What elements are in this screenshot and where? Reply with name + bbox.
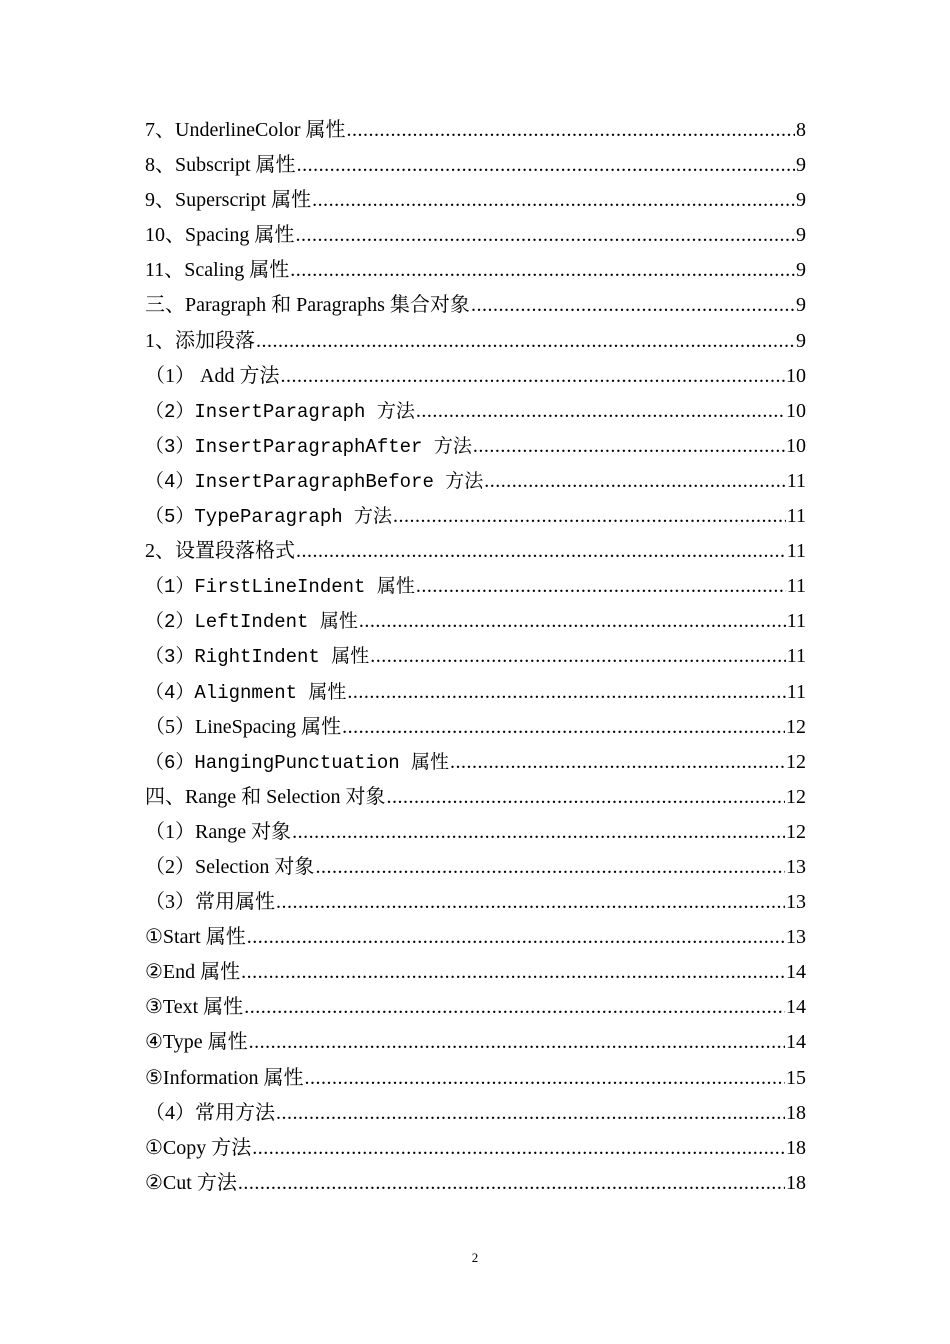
dot-leader xyxy=(387,780,785,815)
dot-leader xyxy=(276,1096,785,1131)
toc-entry-label: 四、Range 和 Selection 对象 xyxy=(145,785,386,808)
toc-entry[interactable] xyxy=(145,499,806,534)
dot-leader xyxy=(290,253,795,288)
toc-entry-label: ①Copy 方法 xyxy=(145,1136,252,1159)
dot-leader xyxy=(370,639,786,674)
toc-entry-page: 9 xyxy=(796,224,806,247)
toc-entry[interactable] xyxy=(145,990,806,1025)
toc-entry[interactable] xyxy=(145,464,806,499)
dot-leader xyxy=(249,1025,785,1060)
toc-entry-label: 10、Spacing 属性 xyxy=(145,224,295,247)
dot-leader xyxy=(347,675,785,710)
toc-entry-page: 11 xyxy=(786,610,806,633)
toc-entry-page: 18 xyxy=(786,1101,806,1124)
toc-entry[interactable] xyxy=(145,675,806,710)
toc-entry[interactable] xyxy=(145,569,806,604)
toc-entry[interactable] xyxy=(145,183,806,218)
toc-entry-page: 12 xyxy=(786,750,806,773)
toc-entry-page: 11 xyxy=(786,540,806,563)
dot-leader xyxy=(471,288,795,323)
toc-entry-label: 7、UnderlineColor 属性 xyxy=(145,119,346,141)
page-number: 2 xyxy=(471,1250,479,1265)
dot-leader xyxy=(256,324,795,359)
toc-entry[interactable] xyxy=(145,1025,806,1060)
toc-entry-label: （4）InsertParagraphBefore 方法 xyxy=(145,470,484,493)
toc-entry-label: （5）TypeParagraph 方法 xyxy=(145,506,393,529)
dot-leader xyxy=(280,359,785,394)
toc-entry-label: （4）常用方法 xyxy=(145,1101,275,1124)
toc-entry[interactable] xyxy=(145,745,806,780)
toc-entry[interactable] xyxy=(145,885,806,920)
toc-entry-page: 18 xyxy=(786,1136,806,1159)
table-of-contents xyxy=(145,113,806,1201)
toc-entry-label: （3）常用属性 xyxy=(145,891,275,914)
toc-entry-page: 11 xyxy=(786,469,806,492)
toc-entry[interactable] xyxy=(145,920,806,955)
toc-entry-page: 11 xyxy=(786,680,806,703)
toc-entry-label: 8、Subscript 属性 xyxy=(145,154,296,177)
toc-entry-page: 12 xyxy=(786,820,806,843)
toc-entry[interactable] xyxy=(145,850,806,885)
toc-entry-page: 15 xyxy=(786,1066,806,1089)
dot-leader xyxy=(315,850,785,885)
toc-entry-label: ④Type 属性 xyxy=(145,1031,248,1054)
toc-entry-label: 11、Scaling 属性 xyxy=(145,259,290,282)
toc-entry-label: （4）Alignment 属性 xyxy=(145,681,347,704)
toc-entry-label: （3）InsertParagraphAfter 方法 xyxy=(145,435,472,458)
toc-entry-label: （1）FirstLineIndent 属性 xyxy=(145,576,415,599)
toc-entry-label: （5）LineSpacing 属性 xyxy=(145,715,342,738)
toc-entry-page: 14 xyxy=(786,961,806,984)
toc-entry-page: 9 xyxy=(796,329,806,352)
toc-entry[interactable] xyxy=(145,429,806,464)
dot-leader xyxy=(359,604,786,639)
toc-entry-page: 14 xyxy=(786,996,806,1019)
toc-entry-label: 1、添加段落 xyxy=(145,329,255,352)
toc-entry-page: 12 xyxy=(786,715,806,738)
toc-entry-page: 18 xyxy=(786,1171,806,1194)
toc-entry[interactable] xyxy=(145,1061,806,1096)
dot-leader xyxy=(252,1131,785,1166)
dot-leader xyxy=(244,990,785,1025)
dot-leader xyxy=(484,464,785,499)
toc-entry-page: 13 xyxy=(786,855,806,878)
toc-entry-page: 10 xyxy=(786,364,806,387)
dot-leader xyxy=(247,920,785,955)
toc-entry-label: （2）InsertParagraph 方法 xyxy=(145,400,415,423)
toc-entry[interactable] xyxy=(145,534,806,569)
toc-entry-page: 10 xyxy=(786,434,806,457)
dot-leader xyxy=(296,534,786,569)
toc-entry-page: 9 xyxy=(796,259,806,282)
toc-entry[interactable] xyxy=(145,324,806,359)
toc-entry-page: 9 xyxy=(796,189,806,212)
toc-entry[interactable] xyxy=(145,1131,806,1166)
toc-entry-page: 9 xyxy=(796,154,806,177)
toc-entry-label: ①Start 属性 xyxy=(145,926,246,949)
dot-leader xyxy=(238,1166,785,1201)
toc-entry-page: 11 xyxy=(786,645,806,668)
dot-leader xyxy=(295,218,795,253)
toc-entry[interactable] xyxy=(145,359,806,394)
dot-leader xyxy=(473,429,785,464)
toc-entry-label: （2）LeftIndent 属性 xyxy=(145,611,358,634)
toc-entry-page: 10 xyxy=(786,399,806,422)
toc-entry-label: 三、Paragraph 和 Paragraphs 集合对象 xyxy=(145,294,470,317)
toc-entry-label: （1）Range 对象 xyxy=(145,820,292,843)
toc-entry[interactable] xyxy=(145,394,806,429)
toc-entry-label: ②Cut 方法 xyxy=(145,1171,237,1194)
toc-entry-page: 11 xyxy=(786,505,806,528)
toc-entry-page: 14 xyxy=(786,1031,806,1054)
dot-leader xyxy=(342,710,785,745)
dot-leader xyxy=(416,569,786,604)
toc-entry[interactable] xyxy=(145,815,806,850)
dot-leader xyxy=(312,183,795,218)
toc-entry-page: 11 xyxy=(786,575,806,598)
dot-leader xyxy=(241,955,785,990)
toc-entry[interactable] xyxy=(145,1096,806,1131)
toc-entry-label: （1） Add 方法 xyxy=(145,364,280,387)
toc-entry[interactable] xyxy=(145,710,806,745)
dot-leader xyxy=(292,815,785,850)
toc-entry-label: （2）Selection 对象 xyxy=(145,855,315,878)
toc-entry-page: 12 xyxy=(786,785,806,808)
dot-leader xyxy=(297,148,795,183)
toc-entry-page: 9 xyxy=(796,294,806,317)
toc-entry-page: 8 xyxy=(796,119,806,141)
dot-leader xyxy=(276,885,785,920)
toc-entry[interactable] xyxy=(145,113,806,148)
toc-entry-page: 13 xyxy=(786,891,806,914)
dot-leader xyxy=(347,113,795,148)
toc-entry[interactable] xyxy=(145,780,806,815)
toc-entry-label: （6）HangingPunctuation 属性 xyxy=(145,751,450,774)
toc-entry-page: 13 xyxy=(786,926,806,949)
toc-entry[interactable] xyxy=(145,288,806,323)
toc-entry-label: 9、Superscript 属性 xyxy=(145,189,312,212)
toc-entry-label: 2、设置段落格式 xyxy=(145,540,295,563)
toc-entry-label: ②End 属性 xyxy=(145,961,241,984)
toc-entry-label: （3）RightIndent 属性 xyxy=(145,646,370,669)
toc-entry-label: ③Text 属性 xyxy=(145,996,244,1019)
toc-entry-label: ⑤Information 属性 xyxy=(145,1066,304,1089)
dot-leader xyxy=(416,394,785,429)
toc-entry[interactable] xyxy=(145,604,806,639)
dot-leader xyxy=(450,745,785,780)
toc-entry[interactable] xyxy=(145,148,806,183)
toc-entry[interactable] xyxy=(145,955,806,990)
toc-entry[interactable] xyxy=(145,639,806,674)
dot-leader xyxy=(393,499,786,534)
dot-leader xyxy=(304,1061,785,1096)
toc-entry[interactable] xyxy=(145,218,806,253)
toc-entry[interactable] xyxy=(145,1166,806,1201)
toc-entry[interactable] xyxy=(145,253,806,288)
